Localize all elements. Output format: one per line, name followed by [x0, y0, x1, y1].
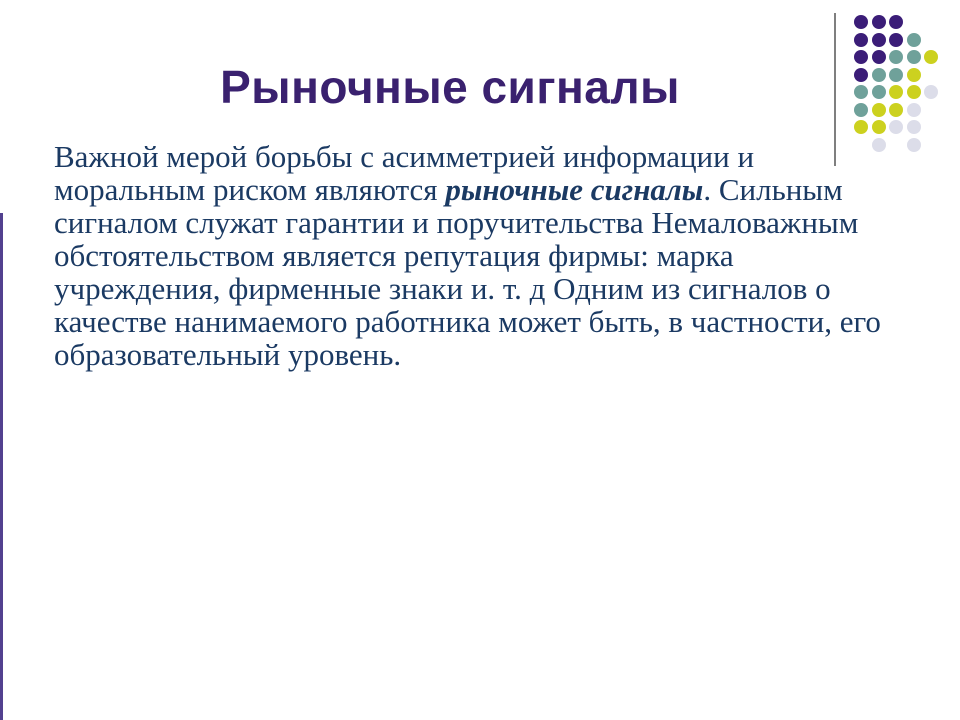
decor-dot — [924, 50, 938, 64]
slide-title: Рыночные сигналы — [220, 61, 680, 113]
decor-dot — [889, 103, 903, 117]
decor-dot — [924, 85, 938, 99]
decor-dot — [872, 33, 886, 47]
decor-dot — [872, 15, 886, 29]
decor-dot — [854, 103, 868, 117]
decor-dot — [872, 50, 886, 64]
body-text-line — [54, 305, 924, 338]
decor-dot — [854, 68, 868, 82]
vertical-divider-rule — [834, 13, 836, 166]
decor-dot — [854, 120, 868, 134]
decor-dot — [889, 15, 903, 29]
left-accent-rule — [0, 213, 3, 720]
body-text-line — [54, 239, 924, 272]
decor-dot — [872, 138, 886, 152]
body-text-segment: . Сильным — [703, 172, 843, 207]
decor-dot — [854, 50, 868, 64]
body-text-segment: качестве нанимаемого работника может быть, в частности, его — [54, 304, 881, 339]
body-text-segment: Важной мерой борьбы с асимметрией информации и — [54, 139, 755, 174]
decor-dot — [889, 33, 903, 47]
body-text-line — [54, 173, 924, 206]
decor-dot — [872, 85, 886, 99]
body-text-segment: сигналом служат гарантии и поручительства Немаловажным — [54, 205, 859, 240]
body-text-segment: образовательный уровень. — [54, 337, 402, 372]
decor-dot — [854, 85, 868, 99]
decor-dot — [854, 33, 868, 47]
decor-dot — [907, 120, 921, 134]
decor-dot — [907, 68, 921, 82]
decor-dot — [854, 15, 868, 29]
body-text-line — [54, 206, 924, 239]
decor-dot — [872, 103, 886, 117]
decor-dot — [889, 85, 903, 99]
decor-dot — [872, 120, 886, 134]
decor-dot — [872, 68, 886, 82]
decor-dot — [907, 50, 921, 64]
body-text-line — [54, 140, 924, 173]
body-text-line — [54, 272, 924, 305]
decor-dot — [907, 138, 921, 152]
body-text-segment: обстоятельством является репутация фирмы: марка — [54, 238, 734, 273]
decorative-dot-grid — [854, 15, 949, 165]
decor-dot — [907, 33, 921, 47]
decor-dot — [889, 50, 903, 64]
body-text-segment: учреждения, фирменные знаки и. т. д Одним из сигналов о — [54, 271, 831, 306]
body-text-segment: моральным риском являются — [54, 172, 446, 207]
emphasized-phrase: рыночные сигналы — [445, 172, 704, 207]
decor-dot — [889, 120, 903, 134]
decor-dot — [907, 103, 921, 117]
body-paragraph — [54, 140, 924, 371]
body-text-line — [54, 338, 924, 371]
decor-dot — [907, 85, 921, 99]
decor-dot — [889, 68, 903, 82]
